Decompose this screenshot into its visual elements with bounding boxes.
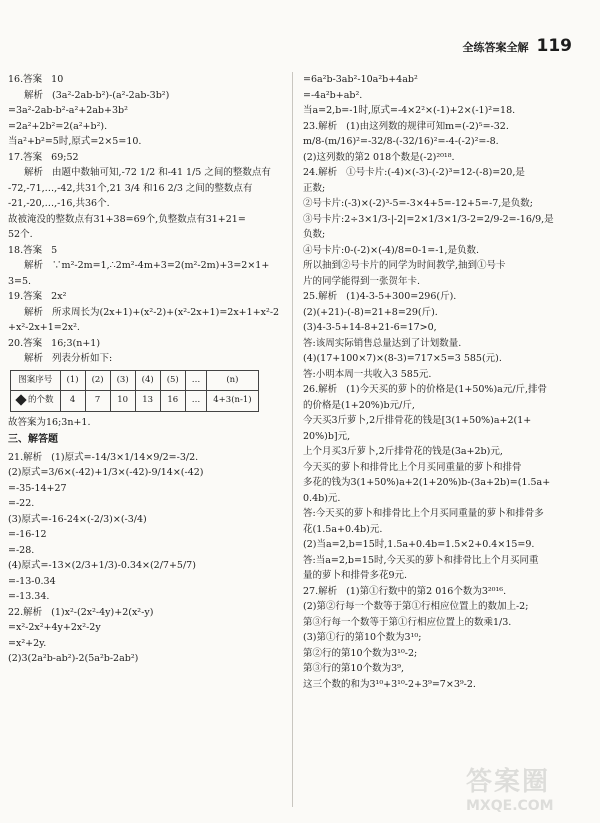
answer-line: (2)3(2a²b-ab²)-2(5a²b-2ab²) <box>8 653 139 664</box>
answer-line: 20%)b]元, <box>303 430 351 442</box>
answer-line: ②号卡片:(-3)×(-2)³-5=-3×4+5=-12+5=-7,是负数; <box>303 198 533 209</box>
answer-line: 52个. <box>8 229 33 240</box>
header-title: 全练答案全解 <box>462 41 529 54</box>
answer-line: (2)原式=3/6×(-42)+1/3×(-42)-9/14×(-42) <box>8 467 204 478</box>
answer-line: (2)第②行每一个数等于第①行相应位置上的数加上-2; <box>303 601 529 612</box>
table-cell: 图案序号 <box>11 370 61 391</box>
answer-line: 第②行的第10个数为3¹⁰-2; <box>303 647 418 659</box>
answer-line: (3)4-3-5+14-8+21-6=17>0, <box>303 322 437 333</box>
answer-24 <box>303 165 585 289</box>
answer-line: 答:小明本周一共收入3 585元. <box>303 368 432 380</box>
answer-line: =x²-2x²+4y+2x²-2y <box>8 622 101 633</box>
answer-line: ③号卡片:2÷3×1/3-|-2|=2×1/3×1/3-2=2/9-2=-16/9,是 <box>303 213 554 225</box>
watermark-logo: 答案圈 <box>466 767 551 797</box>
table-cell: 10 <box>110 391 135 412</box>
answer-line: 故被淹没的整数点有31+38=69个,负整数点有31+21= <box>8 213 246 225</box>
answer-line: 第③行的第10个数为3⁹, <box>303 663 404 674</box>
answer-line: 解析 所求周长为(2x+1)+(x²-2)+(x²-2x+1)=2x+1+x²-2 <box>24 306 280 318</box>
table-cell: 16 <box>160 391 185 412</box>
answer-line: (4)原式=-13×(2/3+1/3)-0.34×(2/7+5/7) <box>8 560 196 571</box>
answer-line: =3a²-2ab-b²-a²+2ab+3b² <box>8 105 128 116</box>
answer-line: (3)第①行的第10个数为3¹⁰; <box>303 632 422 643</box>
answer-line: m/8-(m/16)²=-32/8-(-32/16)²=-4-(-2)²=-8. <box>303 136 499 147</box>
answer-line: 片的同学能得到一张贺年卡. <box>303 275 421 287</box>
answer-23 <box>303 119 585 166</box>
answer-line: -72,-71,…,-42,共31个,21 3/4 和16 2/3 之间的整数点有 <box>8 182 253 194</box>
answer-line: ④号卡片:0-(-2)×(-4)/8=0-1=-1,是负数. <box>303 244 480 256</box>
answer-line: =2a²+2b²=2(a²+b²). <box>8 120 108 132</box>
answer-line: 解析 由题中数轴可知,-72 1/2 和-41 1/5 之间的整数点有 <box>24 167 271 178</box>
answer-line: -21,-20,…,-16,共36个. <box>8 198 110 209</box>
table-row <box>11 391 259 412</box>
table-cell: (1) <box>60 370 85 391</box>
table-cell <box>11 391 61 412</box>
answer-line: 16.答案 10 <box>8 74 64 85</box>
answer-line: 解析 (3a²-2ab-b²)-(a²-2ab-3b²) <box>24 89 170 101</box>
answer-line: 0.4b)元. <box>303 492 341 504</box>
answer-line: (2)这列数的第2 018个数是(-2)²⁰¹⁸. <box>303 151 455 163</box>
answer-line: 正数; <box>303 182 326 194</box>
answer-19 <box>8 289 288 336</box>
answer-16 <box>8 72 288 150</box>
table-cell: (3) <box>110 370 135 391</box>
answer-line: =-13.34. <box>8 591 50 602</box>
table-cell: (5) <box>160 370 185 391</box>
page-header <box>463 36 573 58</box>
right-column <box>303 72 585 692</box>
answer-line: +x²-2x+1=2x². <box>8 322 80 333</box>
answer-line: =-16-12 <box>8 529 47 540</box>
table-cell: (4) <box>135 370 160 391</box>
answer-line: =-22. <box>8 498 35 509</box>
answer-line: 25.解析 (1)4-3-5+300=296(斤). <box>303 291 457 302</box>
answer-line: =x²+2y. <box>8 637 47 649</box>
table-cell: (2) <box>85 370 110 391</box>
table-cell: 13 <box>135 391 160 412</box>
left-column <box>8 72 288 667</box>
answer-line: 今天买的萝卜和排骨比上个月买同重量的萝卜和排骨 <box>303 461 522 473</box>
answer-22 <box>8 605 288 667</box>
pattern-table <box>10 370 259 412</box>
answer-line: =6a²b-3ab²-10a²b+4ab² <box>303 74 418 85</box>
answer-line: 的价格是(1+20%)b元/斤, <box>303 399 415 411</box>
answer-26 <box>303 382 585 584</box>
section-heading: 三、解答题 <box>8 434 58 445</box>
answer-18 <box>8 243 288 290</box>
site-watermark <box>466 761 586 814</box>
watermark-url: MXQE.COM <box>466 798 554 814</box>
answer-line: 多花的钱为3(1+50%)a+2(1+20%)b-(3a+2b)=(1.5a+ <box>303 477 551 488</box>
column-divider <box>292 72 293 807</box>
answer-line: 故答案为16;3n+1. <box>8 416 91 428</box>
answer-line: 上个月买3斤萝卜,2斤排骨花的钱是(3a+2b)元, <box>303 446 503 457</box>
answer-line: =-28. <box>8 544 35 556</box>
answer-line: 19.答案 2x² <box>8 291 67 302</box>
answer-line: =-4a²b+ab². <box>303 89 363 101</box>
answer-line: (3)原式=-16-24×(-2/3)×(-3/4) <box>8 513 147 525</box>
answer-line: 23.解析 (1)由这列数的规律可知m=(-2)⁵=-32. <box>303 120 509 132</box>
answer-line: 答:该周实际销售总量达到了计划数量. <box>303 337 462 349</box>
answer-line: 所以抽到②号卡片的同学为时间教学,抽到①号卡 <box>303 260 506 271</box>
diamond-icon <box>15 394 26 405</box>
answer-21 <box>8 450 288 605</box>
answer-17 <box>8 150 288 243</box>
answer-25 <box>303 289 585 382</box>
page-number: 119 <box>536 36 572 56</box>
answer-line: 26.解析 (1)今天买的萝卜的价格是(1+50%)a元/斤,排骨 <box>303 384 548 395</box>
answer-line: =-35-14+27 <box>8 482 67 494</box>
answer-line: 20.答案 16;3(n+1) <box>8 337 101 349</box>
answer-line: (2)(+21)-(-8)=21+8=29(斤). <box>303 306 438 318</box>
table-cell: … <box>185 391 207 412</box>
answer-line: 21.解析 (1)原式=-14/3×1/14×9/2=-3/2. <box>8 451 199 463</box>
answer-line: 花(1.5a+0.4b)元. <box>303 523 383 535</box>
answer-line: 24.解析 ①号卡片:(-4)×(-3)-(-2)³=12-(-8)=20,是 <box>303 167 525 178</box>
answer-line: 17.答案 69;52 <box>8 151 79 163</box>
answer-line: 负数; <box>303 229 326 240</box>
answer-line: 第③行每一个数等于第①行相应位置上的数乘1/3. <box>303 616 512 628</box>
answer-line: 答:当a=2,b=15时,今天买的萝卜和排骨比上个月买同重 <box>303 554 539 566</box>
answer-line: (2)当a=2,b=15时,1.5a+0.4b=1.5×2+0.4×15=9. <box>303 539 535 550</box>
answer-line: 当a²+b²=5时,原式=2×5=10. <box>8 136 142 147</box>
answer-line: 解析 ∵m²-2m=1,∴2m²-4m+3=2(m²-2m)+3=2×1+ <box>24 260 270 271</box>
answer-line: 18.答案 5 <box>8 244 58 256</box>
table-cell: 4 <box>60 391 85 412</box>
answer-line: 当a=2,b=-1时,原式=-4×2²×(-1)+2×(-1)²=18. <box>303 105 516 116</box>
table-cell: 4+3(n-1) <box>207 391 258 412</box>
table-cell: 7 <box>85 391 110 412</box>
table-header-row <box>11 370 259 391</box>
answer-line: 3=5. <box>8 275 32 287</box>
row-label: 的个数 <box>28 395 54 405</box>
answer-27 <box>303 584 585 693</box>
answer-line: 解析 列表分析如下: <box>24 353 113 364</box>
answer-line: 22.解析 (1)x²-(2x²-4y)+2(x²-y) <box>8 606 154 618</box>
answer-line: 量的萝卜和排骨多花9元. <box>303 570 408 581</box>
answer-line: 答:今天买的萝卜和排骨比上个月买同重量的萝卜和排骨多 <box>303 508 544 519</box>
answer-line: =-13-0.34 <box>8 575 56 587</box>
table-cell: (n) <box>207 370 258 391</box>
answer-line: 这三个数的和为3¹⁰+3¹⁰-2+3⁹=7×3⁹-2. <box>303 678 476 690</box>
answer-line: 今天买3斤萝卜,2斤排骨花的钱是[3(1+50%)a+2(1+ <box>303 415 532 426</box>
answer-20 <box>8 336 288 431</box>
answer-22-continued <box>303 72 585 119</box>
answer-line: 27.解析 (1)第①行数中的第2 016个数为3²⁰¹⁶. <box>303 585 507 597</box>
table-cell: … <box>185 370 207 391</box>
answer-line: (4)(17+100×7)×(8-3)=717×5=3 585(元). <box>303 353 502 364</box>
